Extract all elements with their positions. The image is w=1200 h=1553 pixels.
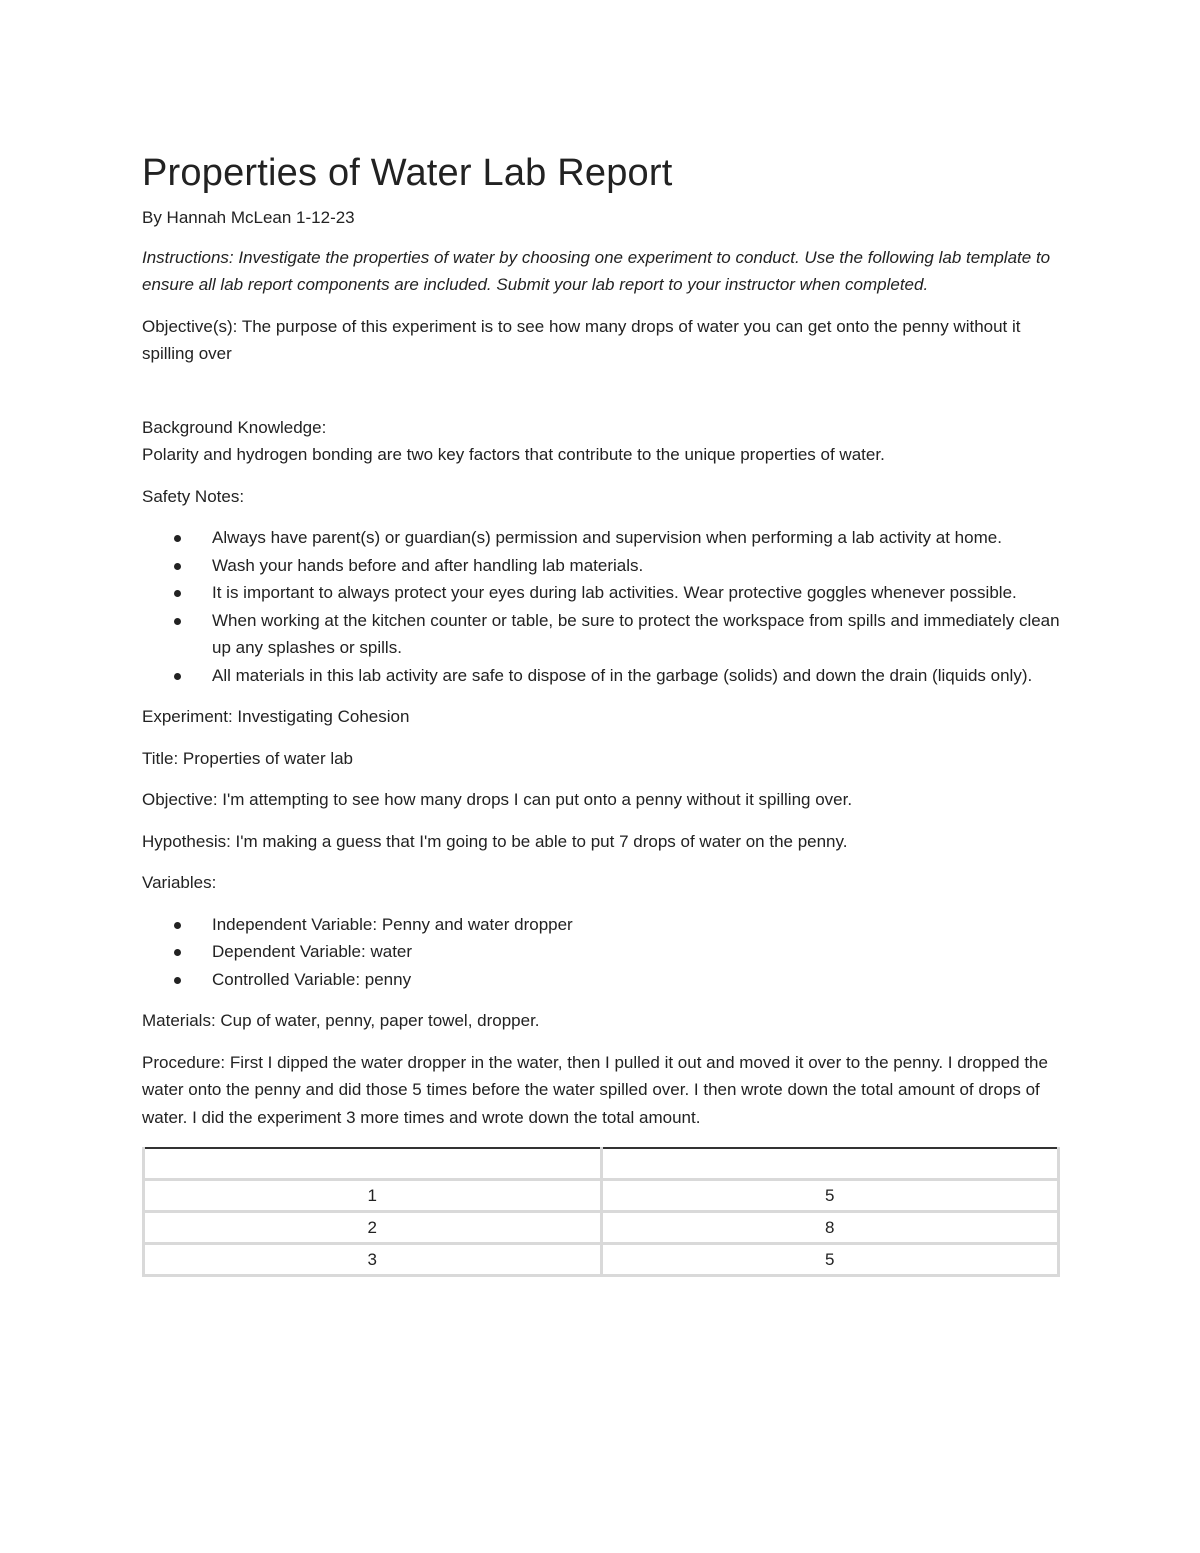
materials-line: Materials: Cup of water, penny, paper towel, dropper. (142, 1011, 540, 1030)
bullet-icon (174, 977, 181, 984)
table-row (144, 1212, 1059, 1244)
hypothesis-line: Hypothesis: I'm making a guess that I'm going to be able to put 7 drops of water on the penny. (142, 831, 848, 851)
lab-title-line: Title: Properties of water lab (142, 748, 354, 768)
bullet-icon (174, 618, 181, 625)
procedure-paragraph: Procedure: First I dipped the water dropper in the water, then I pulled it out and moved it over to the penny. I dropped the water onto the penny and did those 5 times before the water spilled over. I then wrote down the total amount of drops of water. I did the experiment 3 more times and wrote down the total amount. (142, 1052, 1048, 1127)
objectives-label: Objective(s): (142, 316, 238, 336)
bullet-icon (174, 673, 181, 680)
byline: By Hannah McLean 1-12-23 (142, 208, 355, 227)
table-cell: 2 (144, 1212, 602, 1244)
bullet-icon (174, 563, 181, 570)
bullet-icon (174, 949, 181, 956)
list-item: Dependent Variable: water (142, 938, 1062, 966)
bullet-icon (174, 922, 181, 929)
variables-label: Variables: (142, 873, 217, 892)
list-item: It is important to always protect your eyes during lab activities. Wear protective goggles whenever possible. (142, 579, 1062, 607)
background-label: Background Knowledge: (142, 417, 327, 437)
table-header-row (144, 1148, 1059, 1180)
table-cell: 5 (601, 1180, 1059, 1212)
list-item: All materials in this lab activity are safe to dispose of in the garbage (solids) and down the drain (liquids only). (142, 662, 1062, 690)
bullet-icon (174, 590, 181, 597)
list-item: Controlled Variable: penny (142, 966, 1062, 994)
results-table (142, 1147, 1060, 1277)
list-item: Independent Variable: Penny and water dropper (142, 911, 1062, 939)
experiment-line: Experiment: Investigating Cohesion (142, 707, 410, 726)
bullet-icon (174, 535, 181, 542)
table-header-cell (144, 1148, 602, 1180)
table-header-cell (601, 1148, 1059, 1180)
list-item: When working at the kitchen counter or table, be sure to protect the workspace from spills and immediately clean up any splashes or spills. (142, 607, 1062, 662)
background-text: Polarity and hydrogen bonding are two key factors that contribute to the unique properties of water. (142, 445, 885, 464)
document-page (142, 150, 1062, 1277)
table-cell: 3 (144, 1244, 602, 1276)
table-cell: 8 (601, 1212, 1059, 1244)
table-row (144, 1180, 1059, 1212)
table-row (144, 1244, 1059, 1276)
objectives-paragraph (142, 313, 1062, 368)
objectives-text: The purpose of this experiment is to see how many drops of water you can get onto the penny without it spilling over (142, 316, 1021, 363)
background-section (142, 414, 1062, 469)
variables-list (142, 911, 1062, 994)
list-item: Always have parent(s) or guardian(s) permission and supervision when performing a lab activity at home. (142, 524, 1062, 552)
table-cell: 1 (144, 1180, 602, 1212)
objective-line: Objective: I'm attempting to see how many drops I can put onto a penny without it spilling over. (142, 790, 853, 809)
safety-label: Safety Notes: (142, 486, 245, 506)
safety-list (142, 524, 1062, 689)
instructions: Instructions: Investigate the properties of water by choosing one experiment to conduct. Use the following lab template to ensure all lab report components are included. Submit your lab report to your instructor when completed. (142, 247, 1051, 294)
document-title: Properties of Water Lab Report (142, 152, 673, 194)
list-item: Wash your hands before and after handling lab materials. (142, 552, 1062, 580)
table-cell: 5 (601, 1244, 1059, 1276)
